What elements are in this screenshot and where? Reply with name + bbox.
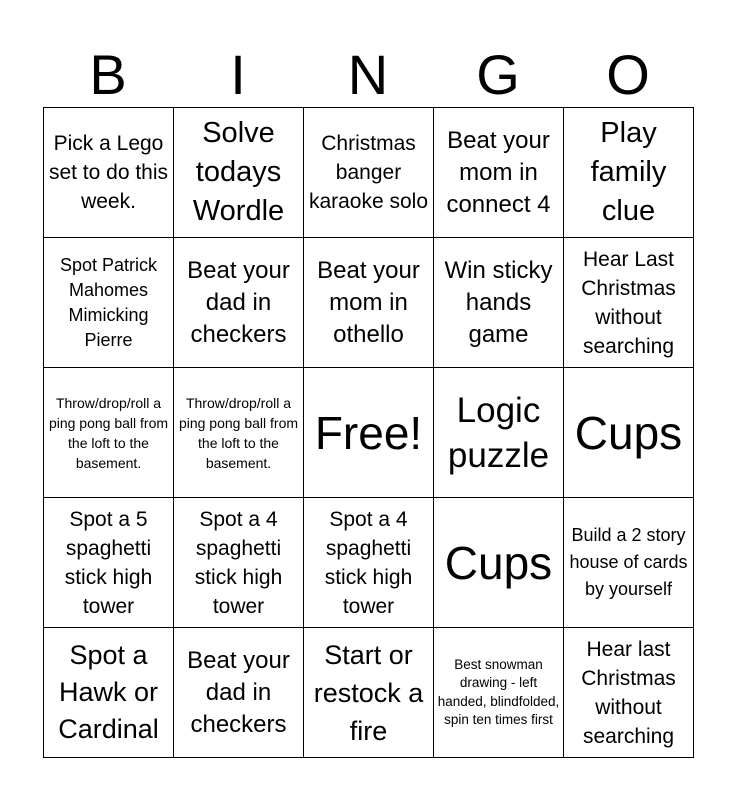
cell-text: Spot a 4 spaghetti stick high tower [194,507,283,618]
header-letter-b: B [89,43,127,106]
header-letter-o: O [606,43,650,106]
cell-text: Christmas banger karaoke solo [308,132,429,213]
cell-text: Build a 2 story house of cards by yourself [569,525,688,599]
cell-text: Spot a 4 spaghetti stick high tower [324,507,413,618]
cell-text: Start or restock a fire [313,639,424,746]
cell-text: Solve todays Wordle [192,117,285,227]
bingo-cell[interactable] [174,368,304,498]
cell-text: Pick a Lego set to do this week. [48,132,169,213]
bingo-cell[interactable] [434,498,564,628]
bingo-cell[interactable] [564,368,694,498]
cell-text: Spot a Hawk or Cardinal [58,640,159,744]
bingo-cell[interactable] [564,628,694,758]
bingo-cell[interactable] [304,238,434,368]
cell-text: Spot Patrick Mahomes Mimicking Pierre [59,254,158,350]
cell-text: Best snowman drawing - left handed, blindfolded, spin ten times first [437,656,560,727]
cell-text: Hear last Christmas without searching [581,637,676,748]
cell-text: Beat your dad in checkers [187,646,290,738]
cell-text: Hear Last Christmas without searching [581,247,676,358]
header-letter-i: I [230,43,246,106]
header-letter-n: N [347,43,389,106]
bingo-header [43,42,693,108]
bingo-cell[interactable] [44,628,174,758]
bingo-cell[interactable] [434,628,564,758]
cell-text: Logic puzzle [447,390,550,475]
cell-text: Beat your dad in checkers [187,256,290,348]
free-space-cell[interactable] [304,368,434,498]
bingo-cell[interactable] [174,498,304,628]
bingo-cell[interactable] [304,628,434,758]
cell-text: Cups [444,536,553,589]
bingo-row [44,368,694,498]
bingo-cell[interactable] [434,108,564,238]
bingo-row [44,108,694,238]
bingo-cell[interactable] [434,238,564,368]
bingo-cell[interactable] [434,368,564,498]
bingo-cell[interactable] [44,368,174,498]
bingo-cell[interactable] [174,238,304,368]
bingo-cell[interactable] [304,498,434,628]
cell-text: Play family clue [590,117,667,227]
free-space-text: Free! [314,406,423,459]
bingo-cell[interactable] [564,498,694,628]
bingo-card [43,107,694,758]
cell-text: Throw/drop/roll a ping pong ball from the loft to the basement. [178,394,299,471]
cell-text: Throw/drop/roll a ping pong ball from the loft to the basement. [48,394,169,471]
bingo-cell[interactable] [174,108,304,238]
bingo-row [44,238,694,368]
bingo-cell[interactable] [304,108,434,238]
cell-text: Cups [574,406,683,459]
bingo-cell[interactable] [564,108,694,238]
bingo-cell[interactable] [44,498,174,628]
cell-text: Beat your mom in othello [317,256,420,348]
bingo-cell[interactable] [564,238,694,368]
bingo-row [44,628,694,758]
cell-text: Win sticky hands game [444,256,553,348]
bingo-row [44,498,694,628]
bingo-cell[interactable] [174,628,304,758]
bingo-cell[interactable] [44,238,174,368]
header-letter-g: G [476,43,520,106]
bingo-cell[interactable] [44,108,174,238]
cell-text: Beat your mom in connect 4 [446,126,551,218]
cell-text: Spot a 5 spaghetti stick high tower [64,507,153,618]
